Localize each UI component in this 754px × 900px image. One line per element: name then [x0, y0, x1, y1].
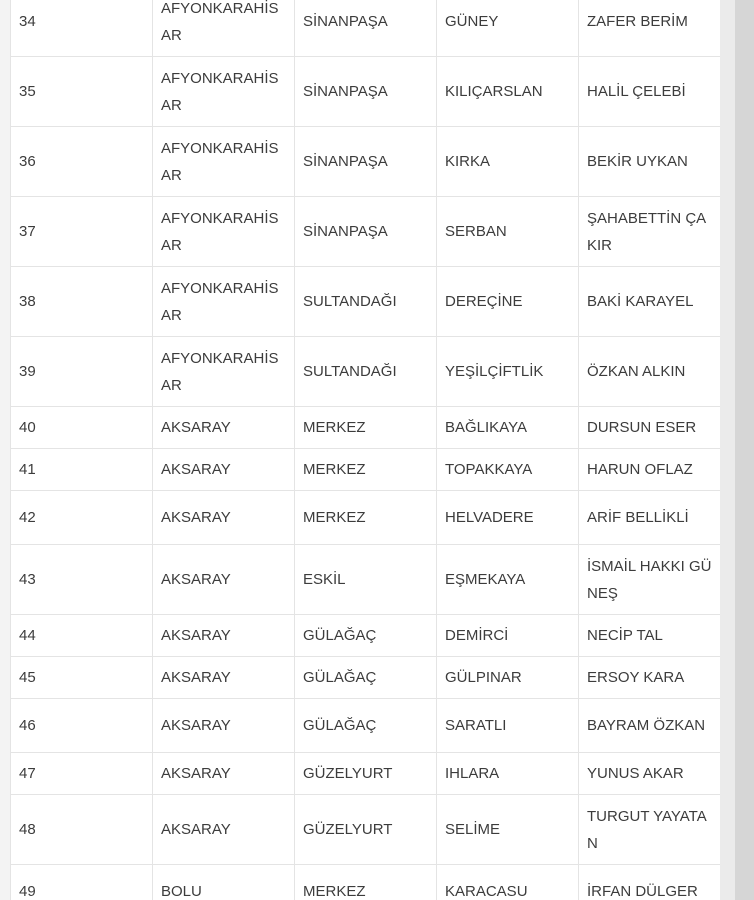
- cell-no: 35: [11, 57, 153, 127]
- cell-district: SİNANPAŞA: [295, 127, 437, 197]
- table-row: [11, 127, 721, 197]
- cell-no: 42: [11, 491, 153, 545]
- scrollbar-thumb[interactable]: [735, 0, 754, 900]
- cell-no: 46: [11, 699, 153, 753]
- cell-village: YEŞİLÇİFTLİK: [437, 337, 579, 407]
- cell-village: HELVADERE: [437, 491, 579, 545]
- cell-city: AKSARAY: [153, 699, 295, 753]
- cell-name: ARİF BELLİKLİ: [579, 491, 721, 545]
- cell-village: DEREÇİNE: [437, 267, 579, 337]
- cell-village: SARATLI: [437, 699, 579, 753]
- cell-village: GÜLPINAR: [437, 657, 579, 699]
- table-row: [11, 57, 721, 127]
- cell-no: 45: [11, 657, 153, 699]
- cell-name: BAYRAM ÖZKAN: [579, 699, 721, 753]
- cell-name: ŞAHABETTİN ÇAKIR: [579, 197, 721, 267]
- cell-city: AFYONKARAHİSAR: [153, 0, 295, 57]
- cell-name: ÖZKAN ALKIN: [579, 337, 721, 407]
- cell-city: AKSARAY: [153, 615, 295, 657]
- cell-village: EŞMEKAYA: [437, 545, 579, 615]
- table-row: [11, 491, 721, 545]
- cell-district: MERKEZ: [295, 865, 437, 900]
- cell-name: İSMAİL HAKKI GÜNEŞ: [579, 545, 721, 615]
- cell-village: DEMİRCİ: [437, 615, 579, 657]
- table-row: [11, 267, 721, 337]
- table-row: [11, 449, 721, 491]
- table-row: [11, 615, 721, 657]
- cell-city: AFYONKARAHİSAR: [153, 127, 295, 197]
- table-row: [11, 197, 721, 267]
- cell-name: TURGUT YAYATAN: [579, 795, 721, 865]
- cell-city: AKSARAY: [153, 449, 295, 491]
- cell-name: HARUN OFLAZ: [579, 449, 721, 491]
- cell-name: DURSUN ESER: [579, 407, 721, 449]
- table-row: [11, 337, 721, 407]
- cell-no: 43: [11, 545, 153, 615]
- cell-city: AKSARAY: [153, 545, 295, 615]
- cell-city: AFYONKARAHİSAR: [153, 267, 295, 337]
- table-row: [11, 545, 721, 615]
- table-row: [11, 657, 721, 699]
- table-row: [11, 0, 721, 57]
- cell-village: SERBAN: [437, 197, 579, 267]
- left-edge: [0, 0, 10, 900]
- cell-city: AKSARAY: [153, 407, 295, 449]
- cell-name: NECİP TAL: [579, 615, 721, 657]
- cell-name: İRFAN DÜLGER: [579, 865, 721, 900]
- muhtar-table: [10, 0, 721, 900]
- cell-district: ESKİL: [295, 545, 437, 615]
- cell-no: 40: [11, 407, 153, 449]
- cell-district: GÜLAĞAÇ: [295, 615, 437, 657]
- cell-village: KIRKA: [437, 127, 579, 197]
- cell-name: ERSOY KARA: [579, 657, 721, 699]
- table-row: [11, 865, 721, 900]
- cell-city: AKSARAY: [153, 753, 295, 795]
- cell-district: SULTANDAĞI: [295, 267, 437, 337]
- cell-district: SULTANDAĞI: [295, 337, 437, 407]
- cell-district: SİNANPAŞA: [295, 197, 437, 267]
- cell-name: HALİL ÇELEBİ: [579, 57, 721, 127]
- cell-no: 37: [11, 197, 153, 267]
- cell-village: TOPAKKAYA: [437, 449, 579, 491]
- cell-no: 39: [11, 337, 153, 407]
- cell-district: GÜZELYURT: [295, 753, 437, 795]
- cell-village: IHLARA: [437, 753, 579, 795]
- table-row: [11, 407, 721, 449]
- cell-district: GÜLAĞAÇ: [295, 657, 437, 699]
- cell-name: BAKİ KARAYEL: [579, 267, 721, 337]
- cell-district: GÜLAĞAÇ: [295, 699, 437, 753]
- cell-no: 44: [11, 615, 153, 657]
- table-row: [11, 699, 721, 753]
- cell-no: 49: [11, 865, 153, 900]
- cell-name: ZAFER BERİM: [579, 0, 721, 57]
- cell-no: 48: [11, 795, 153, 865]
- cell-name: BEKİR UYKAN: [579, 127, 721, 197]
- table-row: [11, 753, 721, 795]
- cell-no: 34: [11, 0, 153, 57]
- cell-city: BOLU: [153, 865, 295, 900]
- cell-city: AFYONKARAHİSAR: [153, 57, 295, 127]
- cell-no: 47: [11, 753, 153, 795]
- cell-village: KILIÇARSLAN: [437, 57, 579, 127]
- cell-no: 36: [11, 127, 153, 197]
- table-row: [11, 795, 721, 865]
- cell-district: MERKEZ: [295, 449, 437, 491]
- cell-village: GÜNEY: [437, 0, 579, 57]
- cell-village: BAĞLIKAYA: [437, 407, 579, 449]
- cell-district: SİNANPAŞA: [295, 0, 437, 57]
- cell-district: SİNANPAŞA: [295, 57, 437, 127]
- cell-name: YUNUS AKAR: [579, 753, 721, 795]
- cell-district: MERKEZ: [295, 407, 437, 449]
- cell-village: SELİME: [437, 795, 579, 865]
- cell-city: AKSARAY: [153, 657, 295, 699]
- cell-city: AFYONKARAHİSAR: [153, 197, 295, 267]
- cell-city: AKSARAY: [153, 491, 295, 545]
- cell-no: 38: [11, 267, 153, 337]
- cell-city: AFYONKARAHİSAR: [153, 337, 295, 407]
- cell-no: 41: [11, 449, 153, 491]
- cell-village: KARACASU: [437, 865, 579, 900]
- cell-district: GÜZELYURT: [295, 795, 437, 865]
- cell-district: MERKEZ: [295, 491, 437, 545]
- cell-city: AKSARAY: [153, 795, 295, 865]
